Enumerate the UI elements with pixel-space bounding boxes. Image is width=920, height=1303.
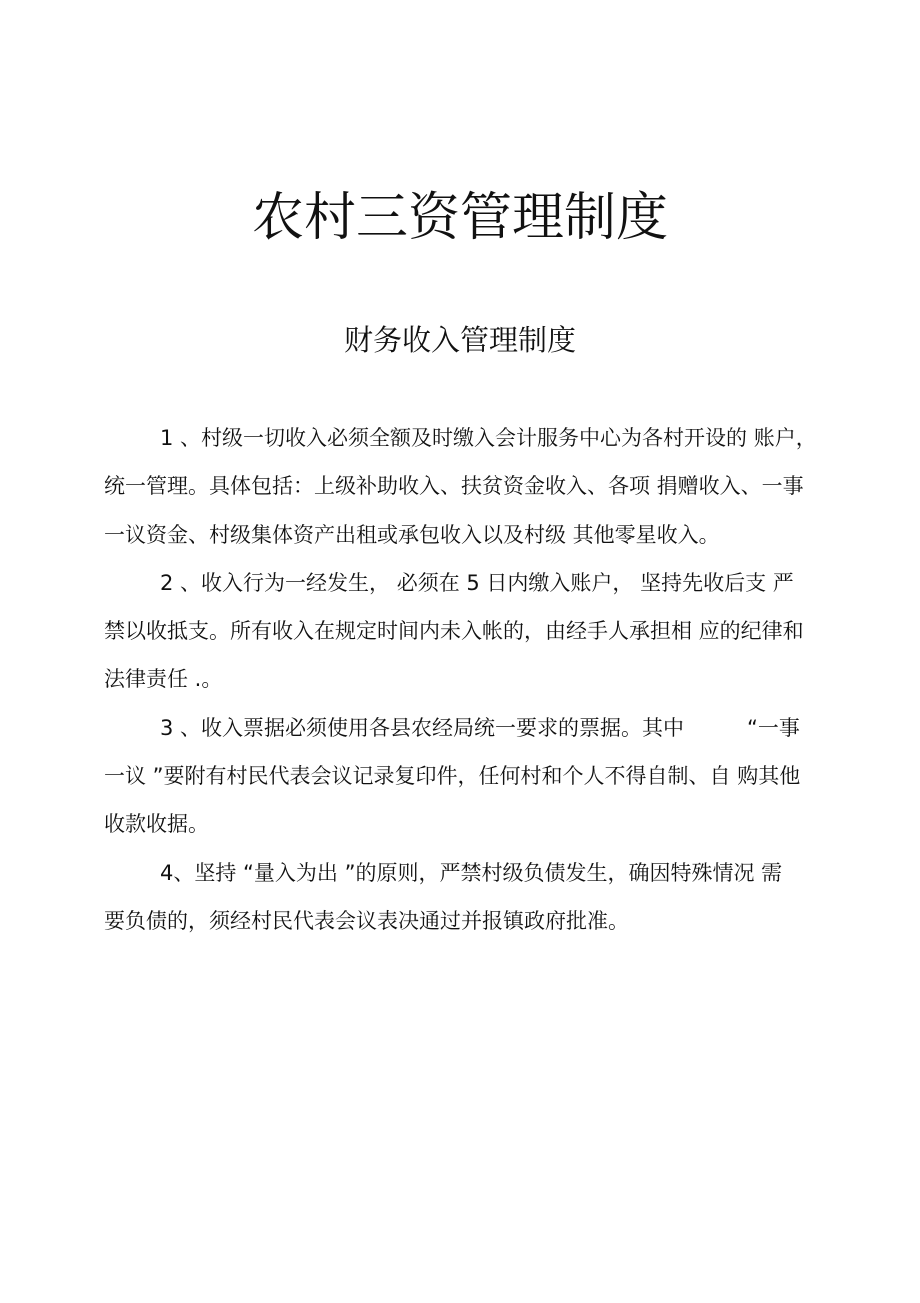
paragraph-line: 收款收据。 <box>104 812 209 837</box>
paragraph-line: 一议 ”要附有村民代表会议记录复印件，任何村和个人不得自制、自 购其他 <box>104 764 801 789</box>
paragraph-line: 禁以收抵支。所有收入在规定时间内未入帐的，由经手人承担相 应的纪律和 <box>104 619 804 644</box>
document-title: 农村三资管理制度 <box>251 188 668 248</box>
paragraph-line: 一议资金、村级集体资产出租或承包收入以及村级 其他零星收入。 <box>104 522 720 547</box>
paragraph-1 <box>104 414 826 559</box>
paragraph-4 <box>104 849 826 946</box>
paragraph-line: 要负债的，须经村民代表会议表决通过并报镇政府批准。 <box>104 908 629 933</box>
paragraph-line: 法律责任 .。 <box>104 667 223 692</box>
document-body <box>104 414 826 945</box>
paragraph-line: 1 、村级一切收入必须全额及时缴入会计服务中心为各村开设的 账户， <box>160 426 817 450</box>
paragraph-line: 3 、收入票据必须使用各县农经局统一要求的票据。其中 “一事 <box>160 715 800 740</box>
section-title: 财务收入管理制度 <box>343 323 576 357</box>
paragraph-line: 统一管理。具体包括：上级补助收入、扶贫资金收入、各项 捐赠收入、一事 <box>104 474 804 499</box>
paragraph-3 <box>104 704 826 849</box>
paragraph-2 <box>104 559 826 704</box>
paragraph-line: 4、坚持 “量入为出 ”的原则，严禁村级负债发生，确因特殊情况 需 <box>160 860 783 885</box>
paragraph-line: 2 、收入行为一经发生， 必须在 5 日内缴入账户， 坚持先收后支 严 <box>160 570 794 595</box>
